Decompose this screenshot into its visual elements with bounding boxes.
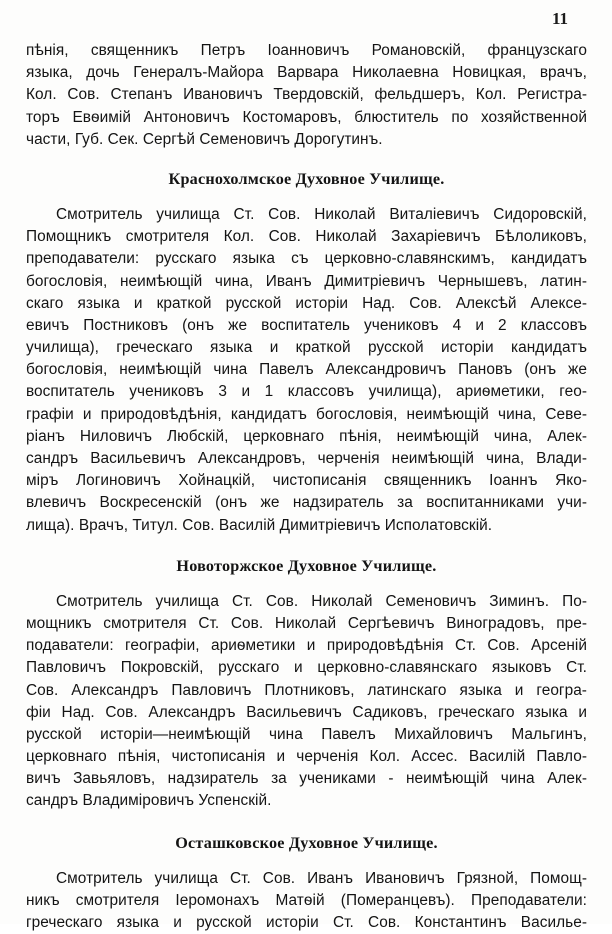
text-line: лища). Врачъ, Титул. Сов. Василій Димитріевичъ Исполатовскій. xyxy=(26,516,493,534)
text-line: русской исторіи—неимѣющій чина Павелъ Михайловичъ Мальгинъ, xyxy=(26,725,587,743)
text-line: Кол. Сов. Степанъ Ивановичъ Твердовскій, фельдшеръ, Кол. Регистра- xyxy=(26,86,587,104)
text-line: вичъ Завьяловъ, надзиратель за учениками - неимѣющій чина Алек- xyxy=(26,770,587,788)
text-line: никъ смотрителя Іеромонахъ Матѳій (Померанцевъ). Преподаватели: xyxy=(26,891,587,909)
text-line: влевичъ Воскресенскій (онъ же надзиратель за воспитанниками учи- xyxy=(26,494,587,512)
text-line: части, Губ. Сек. Сергѣй Семеновичъ Дорогутинъ. xyxy=(26,130,383,148)
text-line: графіи и природовѣдѣнія, кандидатъ богословія, неимѣющій чина, Севе- xyxy=(26,405,587,423)
text-line: училища), греческаго языка и краткой русской исторіи кандидатъ xyxy=(26,339,587,357)
section-heading-novotorzhskoe: Новоторжское Духовное Училище. xyxy=(176,556,437,575)
text-line: языка, дочь Генералъ-Майора Варвара Николаевна Новицкая, врачъ, xyxy=(26,64,587,82)
page-number: 11 xyxy=(551,9,568,28)
text-line: торъ Евѳимій Антоновичъ Костомаровъ, блюститель по хозяйственной xyxy=(26,108,587,126)
text-line: фіи Над. Сов. Александръ Васильевичъ Садиковъ, греческаго языка и xyxy=(26,703,587,721)
section-paragraph-ostashkovskoe xyxy=(26,868,587,934)
text-line: воспитатель учениковъ 3 и 1 классовъ училища), ариѳметики, гео- xyxy=(26,383,587,401)
text-line: подаватели: географіи, ариѳметики и природовѣдѣнія Ст. Сов. Арсеній xyxy=(26,637,587,655)
text-line: Смотритель училища Ст. Сов. Иванъ Ивановичъ Грязной, Помощ- xyxy=(56,869,587,887)
text-line: скаго языка и краткой русской исторіи Над. Сов. Алексѣй Алексе- xyxy=(26,294,587,312)
intro-paragraph xyxy=(26,40,587,151)
text-line: богословія, неимѣющій чина Павелъ Александровичъ Пановъ (онъ же xyxy=(26,361,587,379)
text-line: міръ Логиновичъ Хойнацкій, чистописанія священникъ Іоаннъ Яко- xyxy=(26,472,587,490)
text-line: евичъ Постниковъ (онъ же воспитатель учениковъ 4 и 2 классовъ xyxy=(26,316,587,334)
text-line: греческаго языка и русской исторіи Ст. Сов. Константинъ Василье- xyxy=(26,914,587,931)
text-line: мощникъ смотрителя Ст. Сов. Николай Сергѣевичъ Виноградовъ, пре- xyxy=(26,614,587,632)
page-content xyxy=(26,40,587,934)
section-paragraph-novotorzhskoe xyxy=(26,591,587,813)
section-heading-ostashkovskoe: Осташковское Духовное Училище. xyxy=(175,833,438,852)
text-line: Помощникъ смотрителя Кол. Сов. Николай Захаріевичъ Бѣлоликовъ, xyxy=(26,228,587,246)
text-line: богословія, неимѣющій чина, Иванъ Димитріевичъ Чернышевъ, латин- xyxy=(26,272,587,290)
text-line: Павловичъ Покровскій, русскаго и церковно-славянскаго языковъ Ст. xyxy=(26,659,587,677)
text-line: преподаватели: русскаго языка съ церковно-славянскимъ, кандидатъ xyxy=(26,250,587,268)
text-line: ріанъ Ниловичъ Любскій, церковнаго пѣнія, неимѣющій чина, Алек- xyxy=(26,427,587,445)
text-line: пѣнія, священникъ Петръ Іоанновичъ Романовскій, французскаго xyxy=(26,42,587,59)
section-paragraph-krasnokholmskoe xyxy=(26,204,587,537)
text-line: Смотритель училища Ст. Сов. Николай Семеновичъ Зиминъ. По- xyxy=(56,592,587,610)
text-line: церковнаго пѣнія, чистописанія и черченія Кол. Ассес. Василій Павло- xyxy=(26,748,587,766)
text-line: Смотритель училища Ст. Сов. Николай Виталіевичъ Сидоровскій, xyxy=(56,205,587,223)
text-line: сандръ Владиміровичъ Успенскій. xyxy=(26,792,272,810)
text-line: сандръ Васильевичъ Александровъ, черченія неимѣющій чина, Влади- xyxy=(26,450,587,467)
section-heading-krasnokholmskoe: Краснохолмское Духовное Училище. xyxy=(168,169,445,188)
text-line: Сов. Александръ Павловичъ Плотниковъ, латинскаго языка и геогра- xyxy=(26,681,587,699)
